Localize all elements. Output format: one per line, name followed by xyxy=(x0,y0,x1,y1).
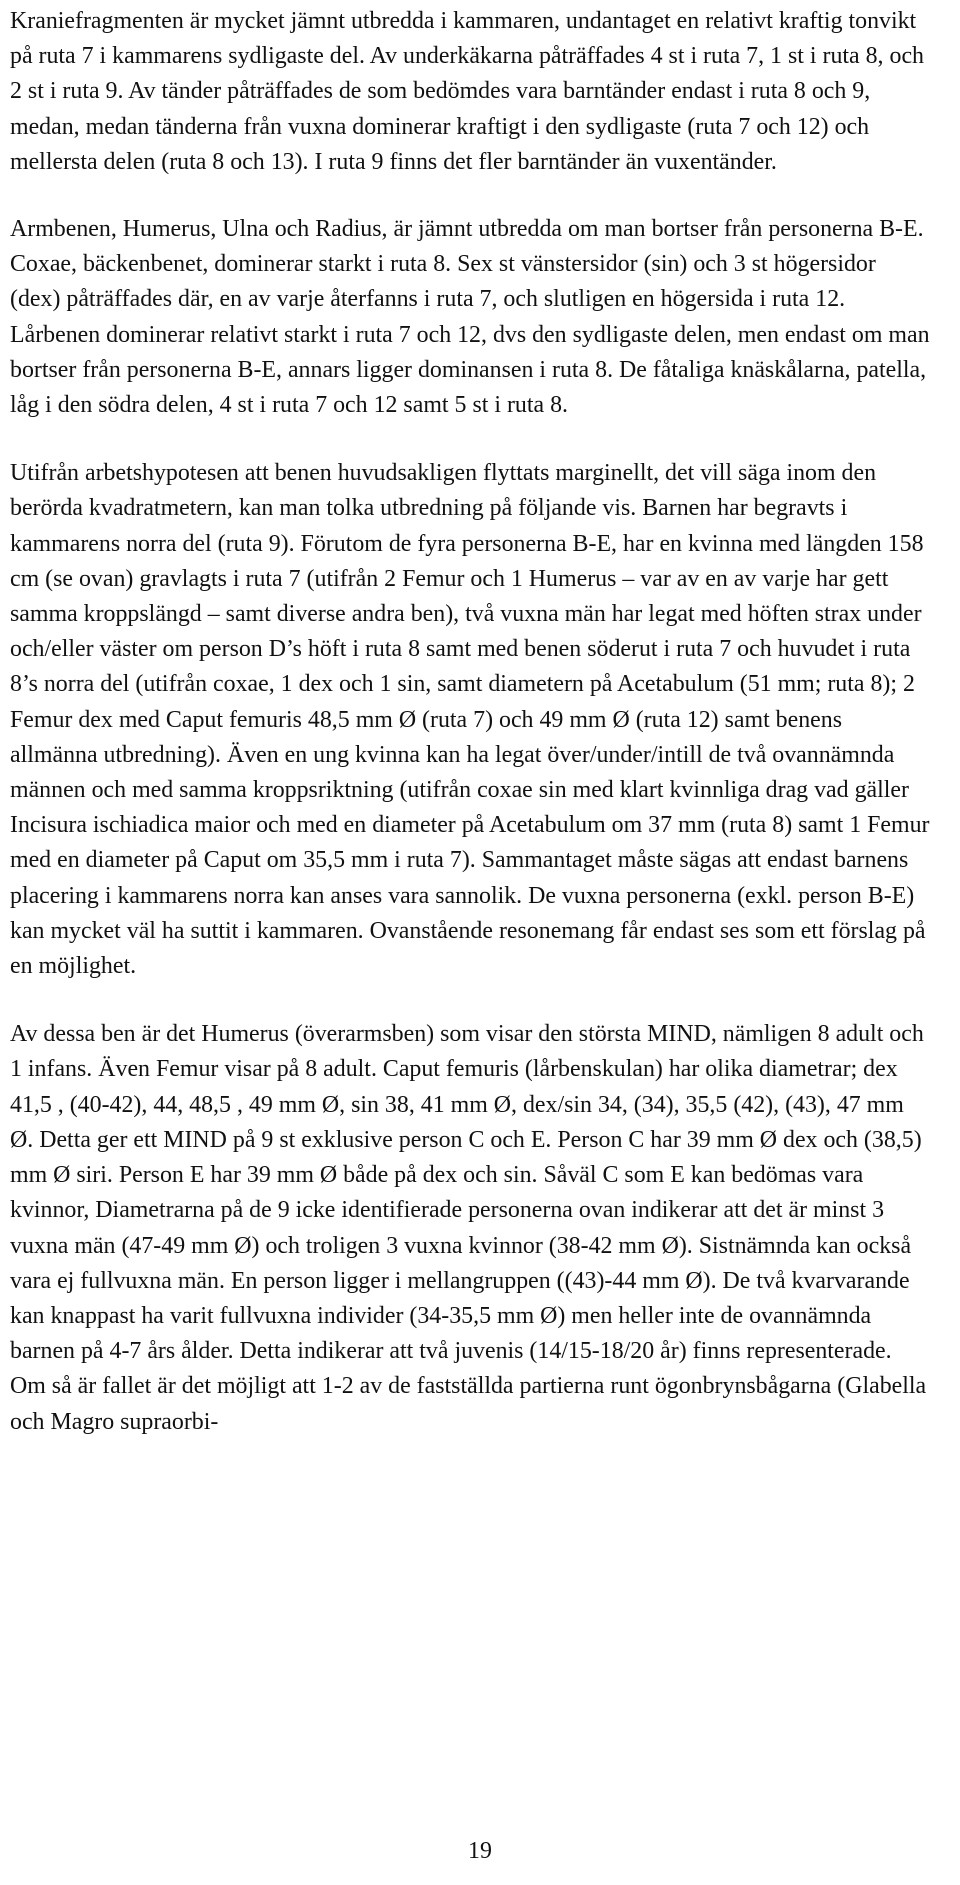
page-number: 19 xyxy=(468,1838,492,1864)
paragraph-arm-bones: Armbenen, Humerus, Ulna och Radius, är jämnt utbredda om man bortser från personerna B-E. Coxae, bäckenbenet, dominerar starkt i ruta 8. Sex st vänstersidor (sin) och 3 st högersidor (dex) påträffades där, en av varje återfanns i ruta 7, och slutligen en högersida i ruta 12. Lårbenen dominerar relativt starkt i ruta 7 och 12, dvs den sydligaste delen, men endast om man bortser från personerna B-E, annars ligger dominansen i ruta 8. De fåtaliga knäskålarna, patella, låg i den södra delen, 4 st i ruta 7 och 12 samt 5 st i ruta 8. xyxy=(10,216,930,419)
paragraph-humerus-mind: Av dessa ben är det Humerus (överarmsben) som visar den största MIND, nämligen 8 adult och 1 infans. Även Femur visar på 8 adult. Caput femuris (lårbenskulan) har olika diametrar; dex 41,5 , (40-42), 44, 48,5 , 49 mm Ø, sin 38, 41 mm Ø, dex/sin 34, (34), 35,5 (42), (43), 47 mm Ø. Detta ger ett MIND på 9 st exklusive person C och E. Person C har 39 mm Ø dex och (38,5) mm Ø siri. Person E har 39 mm Ø både på dex och sin. Såväl C som E kan bedömas vara kvinnor, Diametrarna på de 9 icke identifierade personerna ovan indikerar att det är minst 3 vuxna män (47-49 mm Ø) och troligen 3 vuxna kvinnor (38-42 mm Ø). Sistnämnda kan också vara ej fullvuxna män. En person ligger i mellangruppen ((43)-44 mm Ø). De två kvarvarande kan knappast ha varit fullvuxna individer (34-35,5 mm Ø) men heller inte de ovannämnda barnen på 4-7 års ålder. Detta indikerar att två juvenis (14/15-18/20 år) finns representerade. Om så är fallet är det möjligt att 1-2 av de fastställda partierna runt ögonbrynsbågarna (Glabella och Magro supraorbi- xyxy=(10,1021,927,1435)
paragraph-working-hypothesis: Utifrån arbetshypotesen att benen huvudsakligen flyttats marginellt, det vill säga inom den berörda kvadratmetern, kan man tolka utbredning på följande vis. Barnen har begravts i kammarens norra del (ruta 9). Förutom de fyra personerna B-E, har en kvinna med längden 158 cm (se ovan) gravlagts i ruta 7 (utifrån 2 Femur och 1 Humerus – var av en av varje har gett samma kroppslängd – samt diverse andra ben), två vuxna män har legat med höften strax under och/eller väster om person D’s höft i ruta 8 samt med benen söderut i ruta 7 och huvudet i ruta 8’s norra del (utifrån coxae, 1 dex och 1 sin, samt diametern på Acetabulum (51 mm; ruta 8); 2 Femur dex med Caput femuris 48,5 mm Ø (ruta 7) och 49 mm Ø (ruta 12) samt benens allmänna utbredning). Även en ung kvinna kan ha legat över/under/intill de två ovannämnda männen och med samma kroppsriktning (utifrån coxae sin med klart kvinnliga drag vad gäller Incisura ischiadica maior och med en diameter på Acetabulum om 37 mm (ruta 8) samt 1 Femur med en diameter på Caput om 35,5 mm i ruta 7). Sammantaget måste sägas att endast barnens placering i kammarens norra kan anses vara sannolik. De vuxna personerna (exkl. person B-E) kan mycket väl ha suttit i kammaren. Ovanstående resonemang får endast ses som ett förslag på en möjlighet. xyxy=(10,460,930,980)
paragraph-cranial-fragments: Kraniefragmenten är mycket jämnt utbredda i kammaren, undantaget en relativt kraftig tonvikt på ruta 7 i kammarens sydligaste del. Av underkäkarna påträffades 4 st i ruta 7, 1 st i ruta 8, och 2 st i ruta 9. Av tänder påträffades de som bedömdes vara barntänder endast i ruta 8 och 9, medan, medan tänderna från vuxna dominerar kraftigt i den sydligaste (ruta 7 och 12) och mellersta delen (ruta 8 och 13). I ruta 9 finns det fler barntänder än vuxentänder. xyxy=(10,8,924,175)
